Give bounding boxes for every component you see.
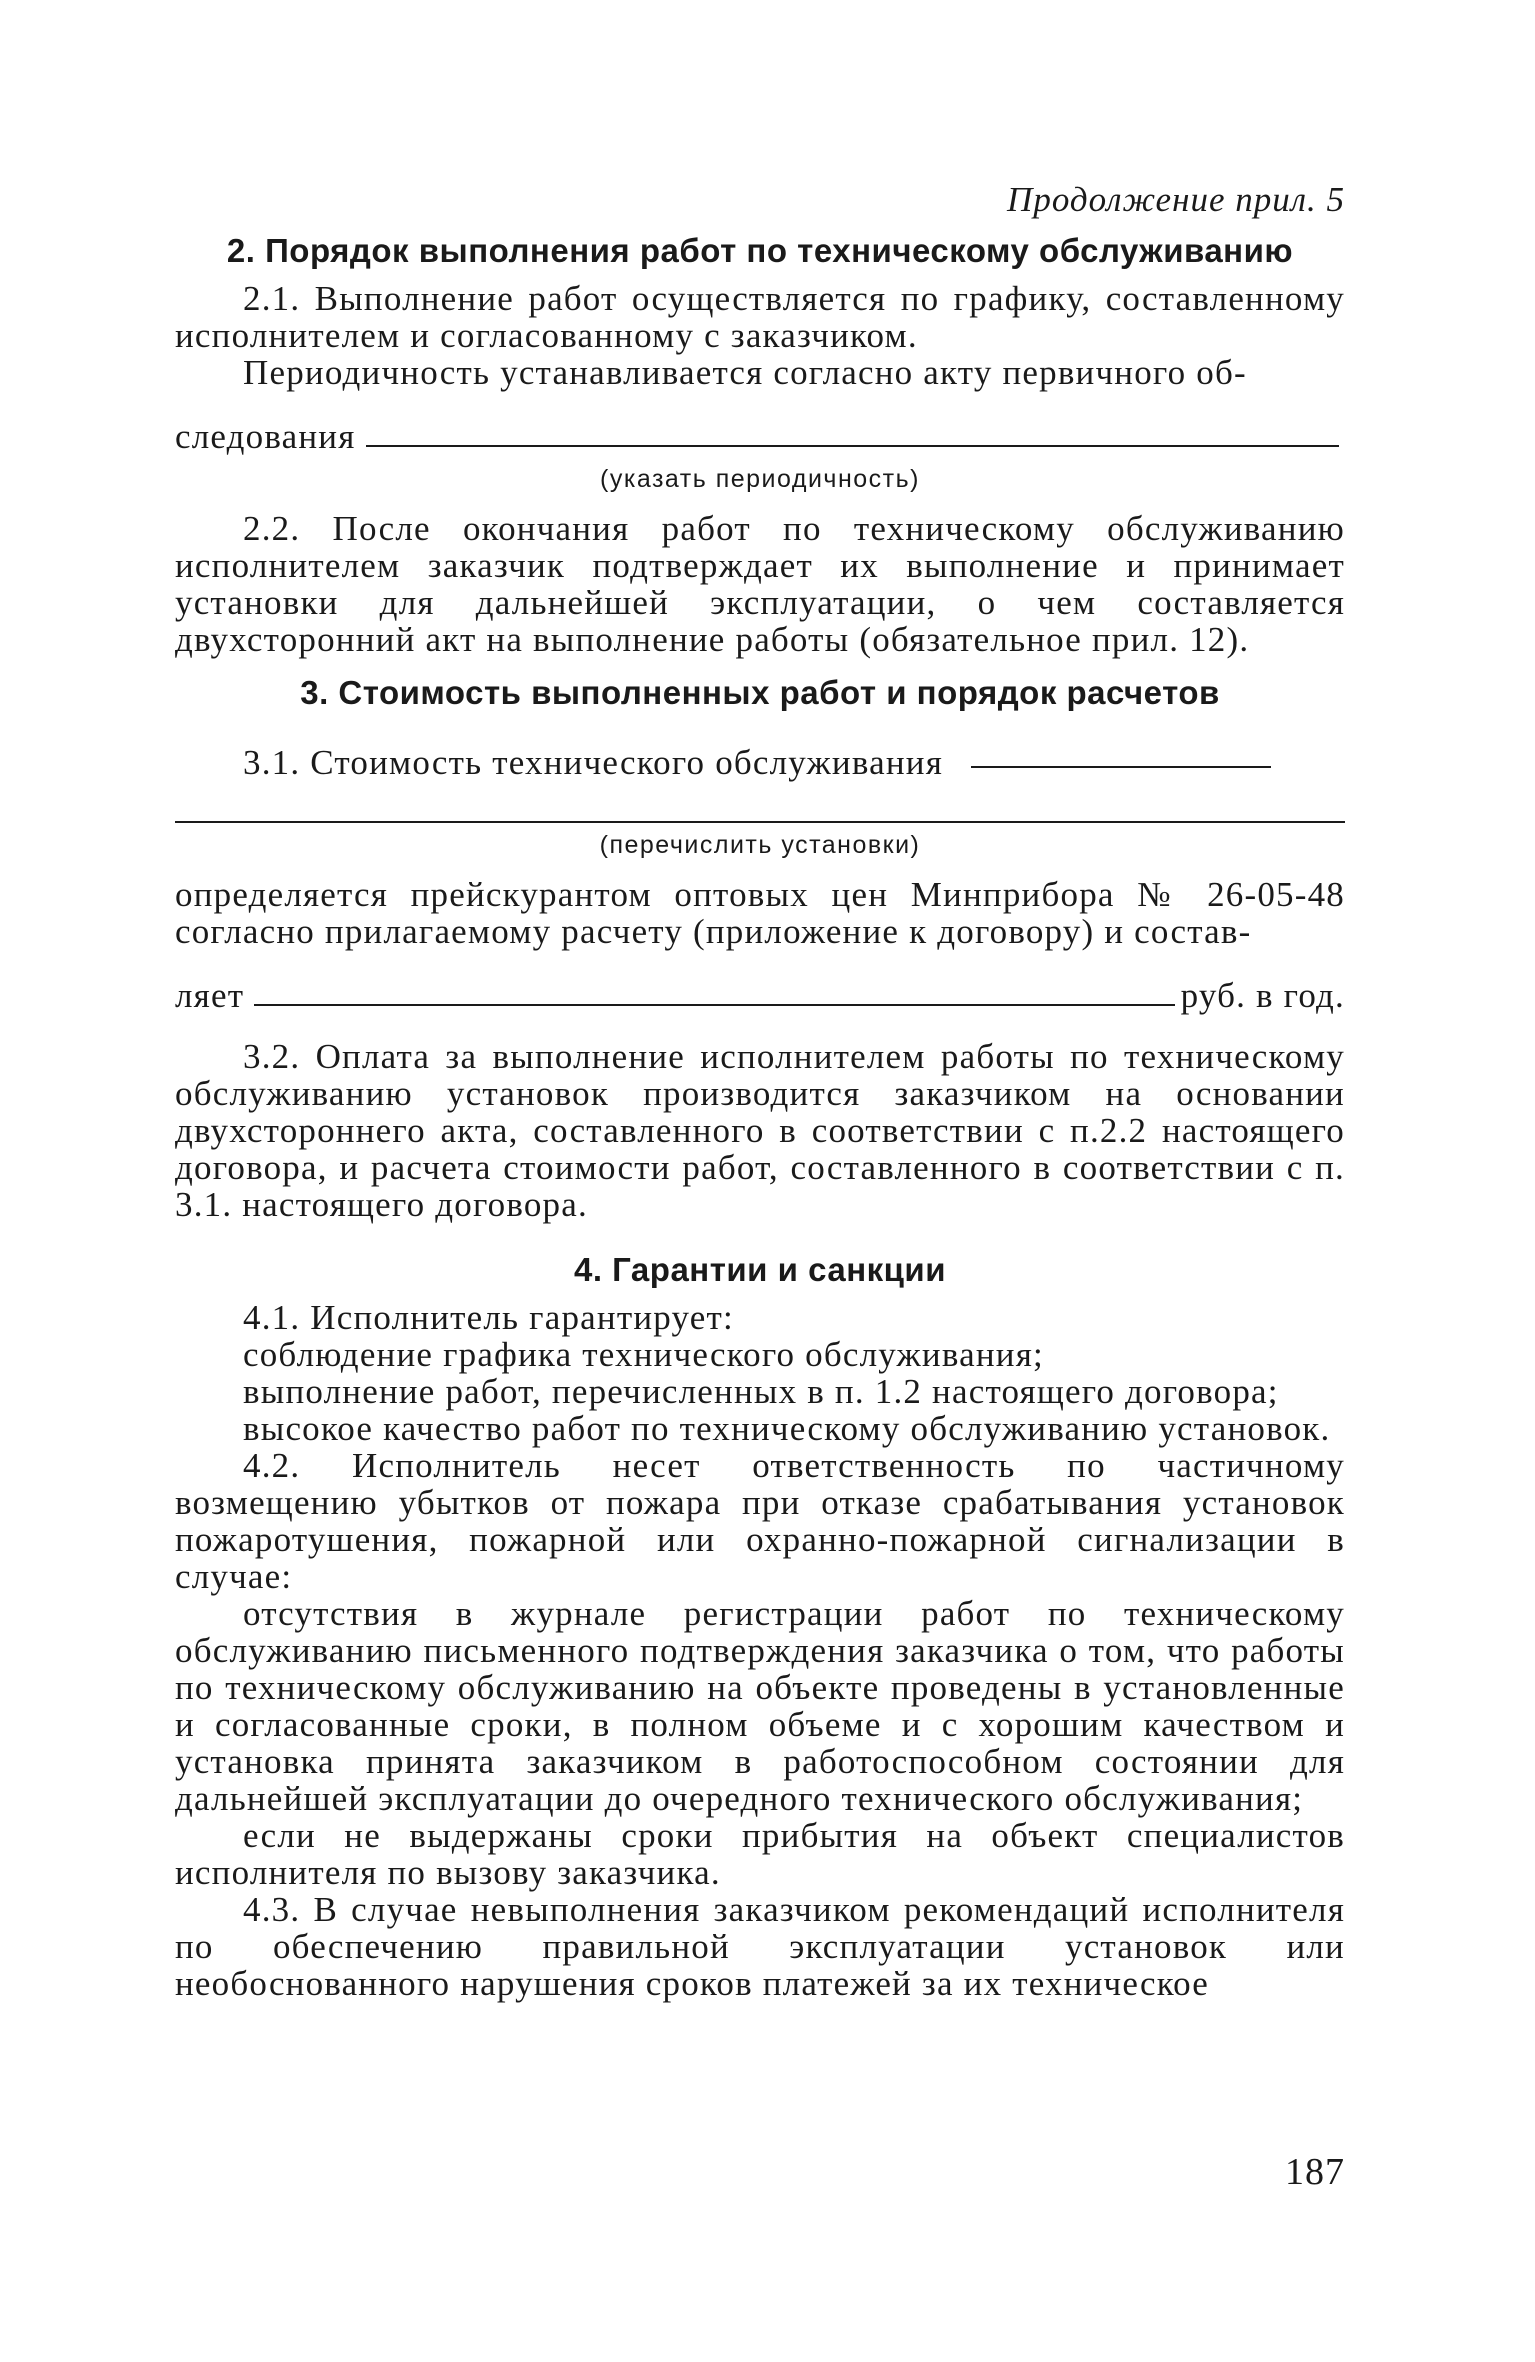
section-4-heading: 4. Гарантии и санкции (573, 1251, 947, 1288)
section-3-heading: 3. Стоимость выполненных работ и порядок расчетов (300, 674, 1220, 711)
paragraph-3-1-cont: определяется прейскурантом оптовых цен Минприбора № 26-05-48 согласно прилагаемому расчету (приложение к договору) и состав- (175, 875, 1345, 951)
installations-fill-line (175, 821, 1345, 823)
running-head: Продолжение прил. 5 (1007, 180, 1345, 219)
guarantee-item: высокое качество работ по техническому обслуживанию установок. (243, 1409, 1331, 1448)
amount-label: ляет (175, 976, 245, 1015)
case-item: отсутствия в журнале регистрации работ по техническому обслуживанию письменного подтверждения заказчика о том, что работы по техническому обслуживанию на объекте проведены в установленные и согласованные сроки, в полном объеме и с хорошим качеством и установка принята заказчиком в работоспособном состоянии для дальнейшей эксплуатации до очередного технического обслуживания; (175, 1594, 1345, 1818)
page-number: 187 (1285, 2151, 1345, 2193)
paragraph-3-2: 3.2. Оплата за выполнение исполнителем работы по техническому обслуживанию установок производится заказчиком на основании двухстороннего акта, составленного в соответствии с п.2.2 настоящего договора, и расчета стоимости работ, составленного в соответствии с п. 3.1. настоящего договора. (175, 1037, 1345, 1224)
guarantee-item: выполнение работ, перечисленных в п. 1.2 настоящего договора; (243, 1372, 1279, 1411)
section-2-heading: 2. Порядок выполнения работ по техническому обслуживанию (226, 232, 1294, 269)
periodicity-text: Периодичность устанавливается согласно акту первичного об- (243, 353, 1247, 392)
paragraph-4-3: 4.3. В случае невыполнения заказчиком рекомендаций исполнителя по обеспечению правильной эксплуатации установок или необоснованного нарушения сроков платежей за их техническое (175, 1890, 1345, 2003)
amount-fill-line (254, 1004, 1174, 1006)
document-page (175, 180, 1345, 2002)
amount-unit: руб. в год. (1180, 976, 1345, 1015)
paragraph-2-2: 2.2. После окончания работ по техническому обслуживанию исполнителем заказчик подтверждает их выполнение и принимает установки для дальнейшей эксплуатации, о чем составляется двухсторонний акт на выполнение работы (обязательное прил. 12). (175, 509, 1345, 659)
guarantee-item: соблюдение графика технического обслуживания; (243, 1335, 1044, 1374)
case-item: если не выдержаны сроки прибытия на объект специалистов исполнителя по вызову заказчика. (175, 1816, 1345, 1892)
periodicity-blank-label: следования (175, 417, 356, 456)
periodicity-caption: (указать периодичность) (600, 465, 920, 493)
periodicity-fill-line (366, 445, 1339, 447)
paragraph-3-1-text: 3.1. Стоимость технического обслуживания (243, 743, 944, 782)
cost-fill-line (971, 766, 1271, 768)
amount-blank (175, 976, 1345, 1016)
paragraph-4-1: 4.1. Исполнитель гарантирует: (243, 1298, 734, 1337)
paragraph-4-2: 4.2. Исполнитель несет ответственность по частичному возмещению убытков от пожара при отказе срабатывания установок пожаротушения, пожарной или охранно-пожарной сигнализации в случае: (175, 1446, 1345, 1596)
periodicity-blank (175, 417, 1345, 457)
paragraph-2-1: 2.1. Выполнение работ осуществляется по графику, составленному исполнителем и согласованному с заказчиком. (175, 279, 1345, 355)
installations-caption: (перечислить установки) (599, 831, 921, 859)
paragraph-3-1-start (175, 744, 1345, 781)
